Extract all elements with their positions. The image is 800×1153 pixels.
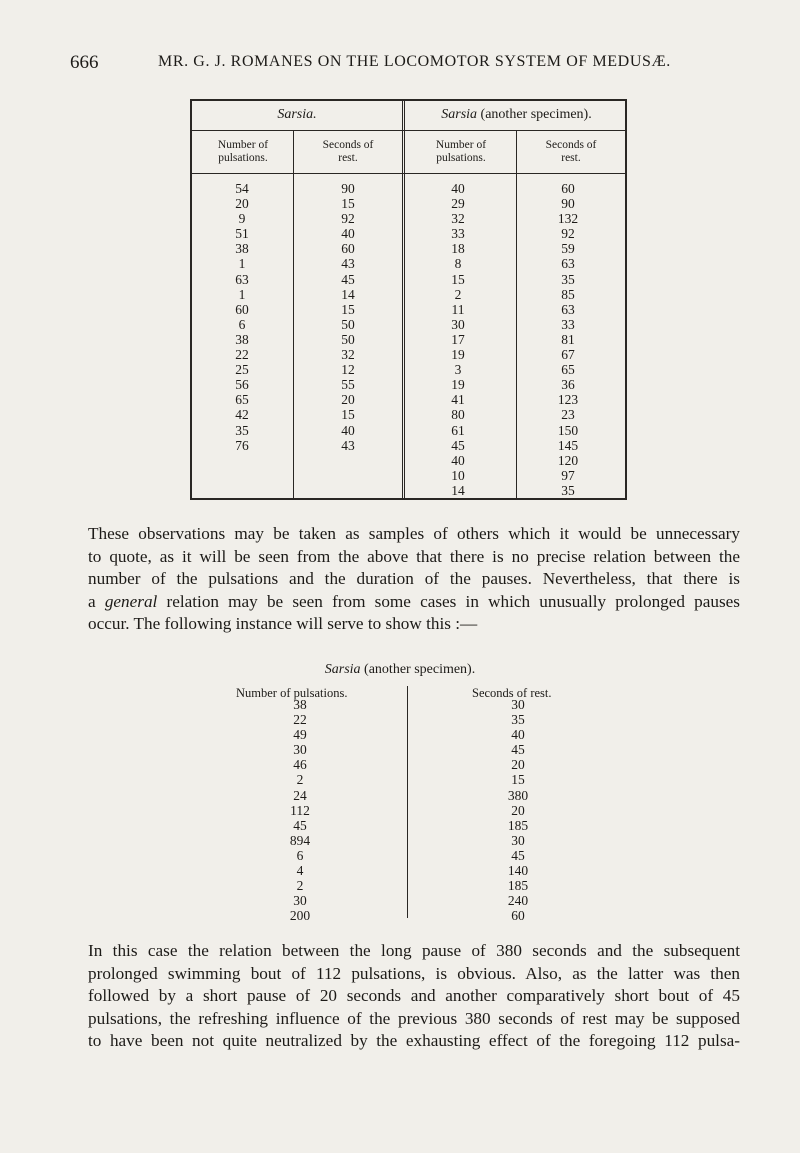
- table-cell: 2: [296, 878, 304, 894]
- table-cell: 2: [296, 772, 304, 788]
- table-cell: 65: [561, 362, 575, 378]
- table-cell: 59: [561, 241, 575, 257]
- text-line: occur. The following instance will serve to show this :—: [88, 614, 478, 634]
- column-pulsations-2: [428, 181, 488, 498]
- table-title-sarsia: Sarsia.: [277, 107, 317, 122]
- table-cell: 19: [451, 377, 465, 393]
- table-cell: 55: [341, 377, 355, 393]
- table-cell: 22: [293, 712, 307, 728]
- text-line: These observations may be taken as samples of others which it would be unnecessary: [88, 524, 740, 543]
- table-cell: 30: [511, 832, 525, 848]
- table-cell: 15: [341, 407, 355, 423]
- table-cell: 85: [561, 286, 575, 302]
- text-line: followed by a short pause of 20 seconds and another comparatively short bout of 45: [88, 986, 740, 1006]
- table-cell: 132: [557, 211, 579, 227]
- paragraph-observations: [88, 523, 740, 636]
- table-cell: 17: [451, 331, 465, 347]
- column-pulsations-1: [212, 181, 272, 453]
- table-cell: 54: [235, 181, 249, 196]
- page-number: 666: [70, 52, 99, 73]
- table-cell: 12: [341, 362, 355, 378]
- table-cell: 56: [235, 377, 249, 393]
- table-cell: 20: [341, 392, 355, 408]
- table-cell: 200: [289, 908, 311, 924]
- table-cell: 81: [561, 331, 575, 347]
- table-cell: 76: [235, 437, 249, 453]
- table-title-sarsia-another-2: Sarsia (another specimen).: [324, 662, 476, 677]
- text-line: number of the pulsations and the duration of the pauses. Nevertheless, that there is: [88, 569, 740, 589]
- table-cell: 50: [341, 331, 355, 347]
- observations-table-2: [230, 686, 582, 924]
- table-cell: 25: [235, 362, 249, 378]
- table-cell: 150: [557, 422, 579, 438]
- table-cell: 24: [293, 787, 307, 803]
- table-cell: 35: [235, 422, 249, 438]
- table-cell: 45: [451, 437, 465, 453]
- table-cell: 1: [238, 286, 246, 302]
- table-cell: 43: [341, 437, 355, 453]
- column-rest-2: [538, 181, 598, 498]
- table-cell: 35: [511, 712, 525, 728]
- table-cell: 15: [451, 271, 465, 287]
- table-cell: 18: [451, 241, 465, 257]
- table-cell: 60: [511, 908, 525, 924]
- paragraph-relation: [88, 940, 740, 1053]
- table-cell: 90: [341, 181, 355, 196]
- running-head: MR. G. J. ROMANES ON THE LOCOMOTOR SYSTEM OF MEDUSÆ.: [158, 53, 671, 70]
- table-cell: 50: [341, 316, 355, 332]
- table-rule: [192, 173, 625, 174]
- col-header-pulsations: Number of pulsations.: [435, 139, 487, 164]
- table-cell: 32: [451, 211, 465, 227]
- table-cell: 60: [235, 301, 249, 317]
- table-cell: 33: [451, 226, 465, 242]
- table-cell: 123: [557, 392, 579, 408]
- table-cell: 15: [341, 301, 355, 317]
- table-cell: 35: [561, 482, 575, 498]
- table-cell: 380: [507, 787, 529, 803]
- table-cell: 120: [557, 452, 579, 468]
- table-cell: 65: [235, 392, 249, 408]
- table-cell: 40: [341, 226, 355, 242]
- table-cell: 23: [561, 407, 575, 423]
- col-header-rest: Seconds of rest.: [545, 139, 597, 164]
- table-cell: 894: [289, 832, 311, 848]
- table-cell: 45: [511, 847, 525, 863]
- table-cell: 45: [341, 271, 355, 287]
- table-cell: 40: [451, 452, 465, 468]
- table-cell: 32: [341, 347, 355, 363]
- table-rule: [407, 686, 408, 918]
- table-cell: 46: [293, 757, 307, 773]
- table-cell: 112: [290, 802, 310, 818]
- table-cell: 43: [341, 256, 355, 272]
- col-header-rest: Seconds of rest.: [472, 686, 552, 700]
- table-cell: 11: [451, 301, 465, 317]
- table-cell: 6: [296, 847, 304, 863]
- table-cell: 42: [235, 407, 249, 423]
- table-cell: 61: [451, 422, 465, 438]
- table-cell: 30: [511, 697, 525, 712]
- table-cell: 9: [238, 211, 246, 227]
- table-cell: 63: [561, 256, 575, 272]
- table-rule: [293, 130, 294, 498]
- table-cell: 185: [507, 878, 529, 894]
- text-line: a general relation may be seen from some cases in which unusually prolonged pauses: [88, 591, 740, 611]
- column-rest: [488, 697, 548, 923]
- table-cell: 36: [561, 377, 575, 393]
- table-cell: 8: [454, 256, 462, 272]
- table-divider: [402, 101, 405, 498]
- table-cell: 92: [341, 211, 355, 227]
- table-cell: 20: [511, 757, 525, 773]
- table-cell: 80: [451, 407, 465, 423]
- text-line: to have been not quite neutralized by the exhausting effect of the foregoing 112 pulsa-: [88, 1031, 740, 1051]
- text-line: prolonged swimming bout of 112 pulsations, is obvious. Also, as the latter was then: [88, 963, 740, 983]
- table-cell: 14: [451, 482, 465, 498]
- table-cell: 20: [511, 802, 525, 818]
- table-cell: 140: [507, 863, 529, 879]
- table-cell: 30: [293, 742, 307, 758]
- table-cell: 29: [451, 196, 465, 212]
- col-header-pulsations: Number of pulsations.: [217, 139, 269, 164]
- table-cell: 49: [293, 727, 307, 743]
- table-cell: 40: [511, 727, 525, 743]
- table-rule: [192, 130, 625, 131]
- table-cell: 10: [451, 467, 465, 483]
- text-line: to quote, as it will be seen from the above that there is no precise relation between the: [88, 546, 740, 566]
- col-header-pulsations: Number of pulsations.: [236, 686, 348, 700]
- table-cell: 2: [454, 286, 462, 302]
- table-cell: 45: [511, 742, 525, 758]
- table-cell: 41: [451, 392, 465, 408]
- table-cell: 4: [296, 863, 304, 879]
- table-cell: 30: [451, 316, 465, 332]
- table-cell: 20: [235, 196, 249, 212]
- table-cell: 38: [235, 241, 249, 257]
- table-cell: 40: [451, 181, 465, 196]
- table-cell: 1: [238, 256, 246, 272]
- table-cell: 240: [507, 893, 529, 909]
- page-header: [70, 52, 750, 82]
- table-cell: 97: [561, 467, 575, 483]
- table-cell: 30: [293, 893, 307, 909]
- table-cell: 35: [561, 271, 575, 287]
- table-title-sarsia-another: Sarsia (another specimen).: [441, 107, 592, 122]
- table-cell: 63: [235, 271, 249, 287]
- table-cell: 63: [561, 301, 575, 317]
- table-cell: 6: [238, 316, 246, 332]
- observations-table-1: [190, 99, 627, 500]
- text-line: In this case the relation between the long pause of 380 seconds and the subsequent: [88, 941, 740, 960]
- table-cell: 92: [561, 226, 575, 242]
- table-cell: 185: [507, 817, 529, 833]
- table-cell: 40: [341, 422, 355, 438]
- table-cell: 38: [293, 697, 307, 712]
- table-cell: 45: [293, 817, 307, 833]
- table-cell: 60: [561, 181, 575, 196]
- table-cell: 67: [561, 347, 575, 363]
- table-cell: 90: [561, 196, 575, 212]
- column-rest-1: [318, 181, 378, 453]
- text-line: pulsations, the refreshing influence of the previous 380 seconds of rest may be supposed: [88, 1008, 740, 1028]
- table-cell: 51: [235, 226, 249, 242]
- table-cell: 22: [235, 347, 249, 363]
- table-rule: [516, 130, 517, 498]
- col-header-rest: Seconds of rest.: [322, 139, 374, 164]
- table-cell: 15: [341, 196, 355, 212]
- table-cell: 14: [341, 286, 355, 302]
- table-cell: 145: [557, 437, 579, 453]
- table-cell: 3: [454, 362, 462, 378]
- column-pulsations: [270, 697, 330, 923]
- table-cell: 15: [511, 772, 525, 788]
- table-cell: 19: [451, 347, 465, 363]
- table-cell: 60: [341, 241, 355, 257]
- table-cell: 33: [561, 316, 575, 332]
- table-cell: 38: [235, 331, 249, 347]
